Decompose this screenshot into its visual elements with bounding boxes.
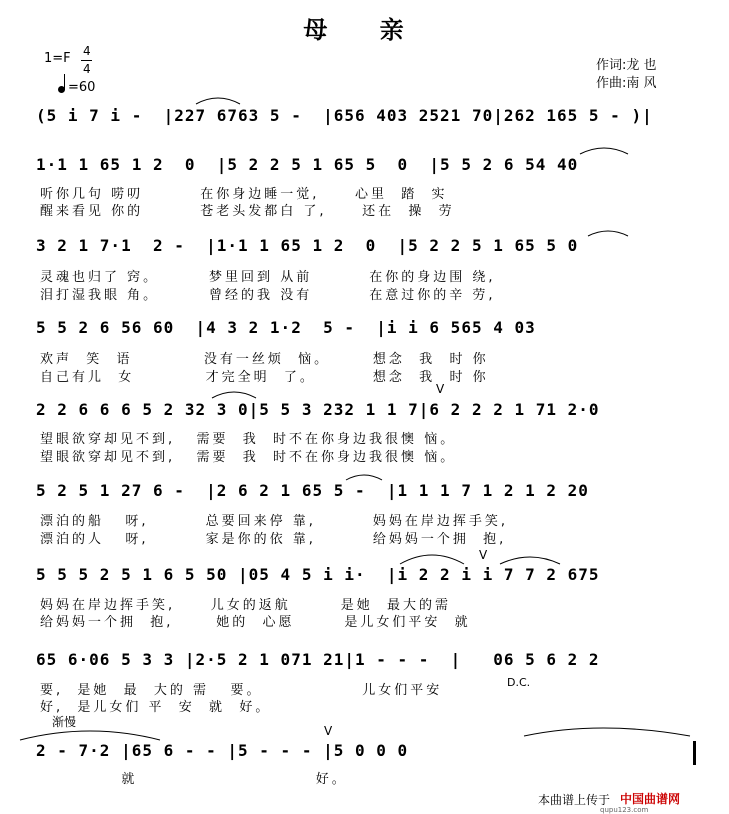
lyric-row-4-verse-2: 自己有儿 女 才完全明 了。 想念 我 时 你 [40, 370, 489, 385]
lyric-row-4-verse-1: 欢声 笑 语 没有一丝烦 恼。 想念 我 时 你 [40, 352, 489, 367]
site-logo-name: 中国曲谱网 [620, 792, 681, 806]
lyric-row-7-verse-2: 给妈妈一个拥 抱, 她的 心愿 是儿女们平安 就 [40, 615, 471, 630]
notation-row-5: 2 2 6 6 6 5 2 32 3 0|5 5 3 232 1 1 7|6 2 2 2 1 71 2·0 [36, 400, 600, 419]
notation-row-8: 65 6·06 5 3 3 |2·5 2 1 071 21|1 - - - | 06 5 6 2 2 [36, 650, 600, 669]
lyric-row-6-verse-2: 漂泊的人 呀, 家是你的依 靠, 给妈妈一个拥 抱, [40, 532, 507, 547]
ritardando-marking: 渐慢 [52, 715, 77, 729]
site-domain: qupu123.com [600, 806, 649, 814]
site-logo[interactable] [620, 790, 680, 807]
lyric-row-2-verse-1: 听你几句 唠叨 在你身边睡一觉, 心里 踏 实 [40, 187, 448, 202]
lyric-row-2-verse-2: 醒来看见 你的 苍老头发都白 了, 还在 操 劳 [40, 204, 455, 219]
lyric-row-5-verse-2: 望眼欲穿却见不到, 需要 我 时不在你身边我很懊 恼。 [40, 450, 457, 465]
tempo-marking: =60 [68, 80, 96, 95]
breath-mark-2: V [436, 382, 445, 396]
notation-row-2: 1·1 1 65 1 2 0 |5 2 2 5 1 65 5 0 |5 5 2 6 54 40 [36, 155, 579, 174]
lyric-row-6-verse-1: 漂泊的船 呀, 总要回来停 靠, 妈妈在岸边挥手笑, [40, 514, 509, 529]
notation-row-1: (5 i 7 i - |227 6763 5 - |656 403 2521 70|262 165 5 - )| [36, 106, 653, 125]
footer-upload-text: 本曲谱上传于 [538, 793, 611, 807]
song-title: 母 亲 [303, 15, 426, 44]
notation-row-7: 5 5 5 2 5 1 6 5 50 |05 4 5 i i· |i 2 2 i i 7 7 2 675 [36, 565, 600, 584]
notation-row-6: 5 2 5 1 27 6 - |2 6 2 1 65 5 - |1 1 1 7 1 2 1 2 20 [36, 481, 589, 500]
notation-row-9: 2 - 7·2 |65 6 - - |5 - - - |5 0 0 0 [36, 741, 409, 760]
lyric-row-8-verse-1: 要, 是她 最 大的 需 要。 儿女们平安 [40, 683, 443, 698]
lyric-row-3-verse-2: 泪打湿我眼 角。 曾经的我 没有 在意过你的辛 劳, [40, 288, 496, 303]
composer-credit: 作曲:南 风 [596, 76, 657, 91]
dc-marking: D.C. [507, 676, 531, 689]
time-signature-top: 4 [83, 44, 91, 58]
breath-mark: V [324, 724, 333, 738]
lyric-row-5-verse-1: 望眼欲穿却见不到, 需要 我 时不在你身边我很懊 恼。 [40, 432, 457, 447]
lyricist-credit: 作词:龙 也 [596, 58, 657, 73]
lyric-row-8-verse-2: 好, 是儿女们 平 安 就 好。 [40, 700, 272, 715]
breath-mark-3: V [479, 548, 488, 562]
final-barline [693, 741, 696, 765]
key-signature: 1=F [44, 51, 71, 66]
time-signature-bottom: 4 [83, 62, 91, 76]
lyric-row-9: 就 好。 [100, 772, 348, 787]
notation-row-4: 5 5 2 6 56 60 |4 3 2 1·2 5 - |i i 6 565 4 03 [36, 318, 536, 337]
lyric-row-7-verse-1: 妈妈在岸边挥手笑, 儿女的返航 是她 最大的需 [40, 598, 451, 613]
lyric-row-3-verse-1: 灵魂也归了 窍。 梦里回到 从前 在你的身边围 绕, [40, 270, 496, 285]
notation-row-3: 3 2 1 7·1 2 - |1·1 1 65 1 2 0 |5 2 2 5 1 65 5 0 [36, 236, 579, 255]
